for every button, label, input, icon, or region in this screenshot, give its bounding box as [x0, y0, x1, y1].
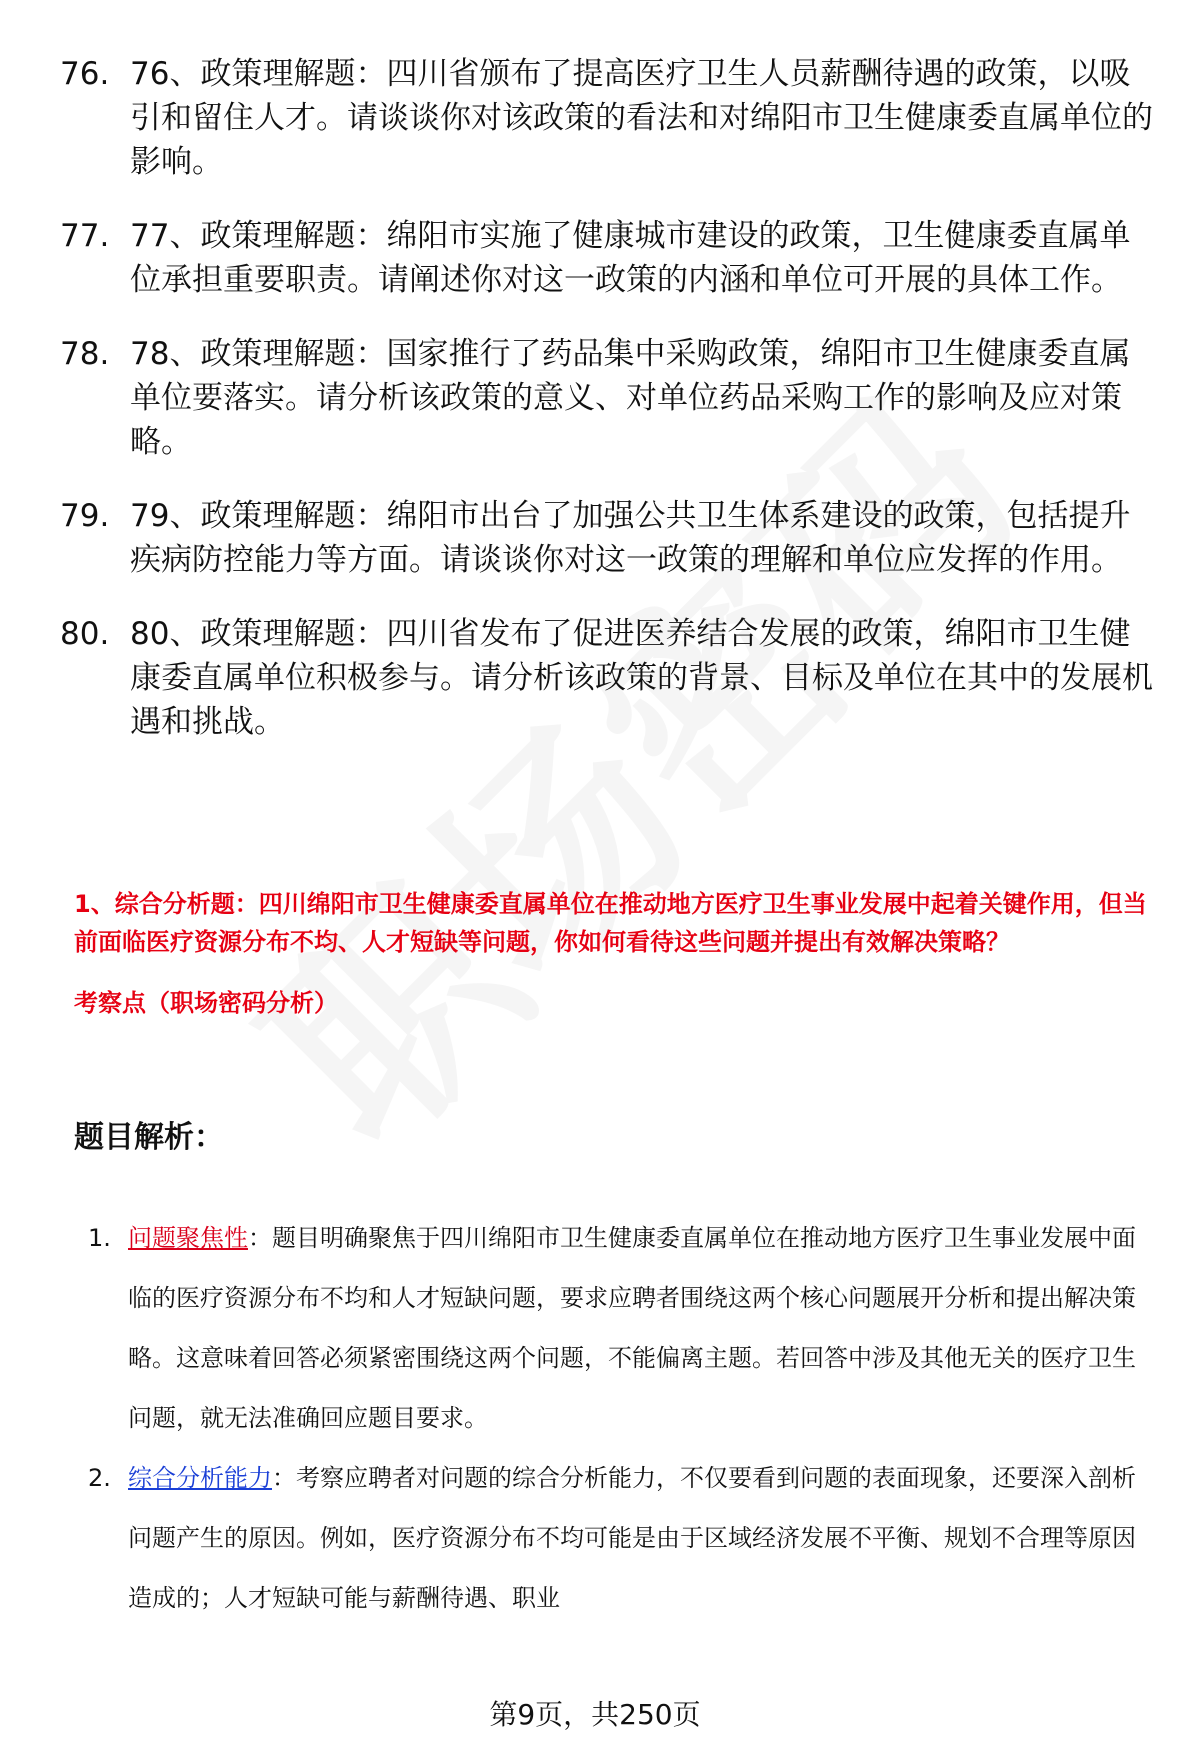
analysis-number: 1. — [88, 1224, 111, 1252]
list-item — [60, 214, 1160, 302]
analysis-keyword-link[interactable]: 综合分析能力 — [128, 1464, 272, 1492]
question-list — [60, 52, 1160, 774]
question-text: 76、政策理解题：四川省颁布了提高医疗卫生人员薪酬待遇的政策，以吸引和留住人才。请谈谈你对该政策的看法和对绵阳市卫生健康委直属单位的影响。 — [130, 56, 1153, 180]
analysis-text — [128, 1448, 1158, 1628]
analysis-body: ：考察应聘者对问题的综合分析能力，不仅要看到问题的表面现象，还要深入剖析问题产生的原因。例如，医疗资源分布不均可能是由于区域经济发展不平衡、规划不合理等原因造成的；人才短缺可能与薪酬待遇、职业 — [128, 1464, 1136, 1612]
analysis-list — [88, 1208, 1158, 1628]
case-question-point: 考察点（职场密码分析） — [74, 989, 338, 1017]
analysis-text — [128, 1208, 1158, 1448]
page-footer: 第9页，共250页 — [489, 1698, 701, 1731]
question-number: 77. — [60, 218, 110, 254]
analysis-body: ：题目明确聚焦于四川绵阳市卫生健康委直属单位在推动地方医疗卫生事业发展中面临的医疗资源分布不均和人才短缺问题，要求应聘者围绕这两个核心问题展开分析和提出解决策略。这意味着回答必须紧密围绕这两个问题，不能偏离主题。若回答中涉及其他无关的医疗卫生问题，就无法准确回应题目要求。 — [128, 1224, 1136, 1432]
section-title: 题目解析： — [74, 1120, 224, 1155]
question-number: 80. — [60, 616, 110, 652]
question-text: 79、政策理解题：绵阳市出台了加强公共卫生体系建设的政策，包括提升疾病防控能力等方面。请谈谈你对这一政策的理解和单位应发挥的作用。 — [130, 498, 1131, 578]
analysis-number: 2. — [88, 1464, 111, 1492]
question-number: 78. — [60, 336, 110, 372]
list-item — [60, 612, 1160, 744]
question-number: 76. — [60, 56, 110, 92]
list-item — [60, 494, 1160, 582]
case-question — [74, 885, 1164, 1021]
list-item — [60, 52, 1160, 184]
question-text: 78、政策理解题：国家推行了药品集中采购政策，绵阳市卫生健康委直属单位要落实。请分析该政策的意义、对单位药品采购工作的影响及应对策略。 — [130, 336, 1131, 460]
question-number: 79. — [60, 498, 110, 534]
list-item — [88, 1208, 1158, 1448]
question-text: 80、政策理解题：四川省发布了促进医养结合发展的政策，绵阳市卫生健康委直属单位积极参与。请分析该政策的背景、目标及单位在其中的发展机遇和挑战。 — [130, 616, 1153, 740]
list-item — [60, 332, 1160, 464]
analysis-keyword-link[interactable]: 问题聚焦性 — [128, 1224, 248, 1252]
question-text: 77、政策理解题：绵阳市实施了健康城市建设的政策，卫生健康委直属单位承担重要职责。请阐述你对这一政策的内涵和单位可开展的具体工作。 — [130, 218, 1131, 298]
list-item — [88, 1448, 1158, 1628]
case-question-title: 1、综合分析题：四川绵阳市卫生健康委直属单位在推动地方医疗卫生事业发展中起着关键作用，但当前面临医疗资源分布不均、人才短缺等问题，你如何看待这些问题并提出有效解决策略？ — [74, 890, 1147, 956]
